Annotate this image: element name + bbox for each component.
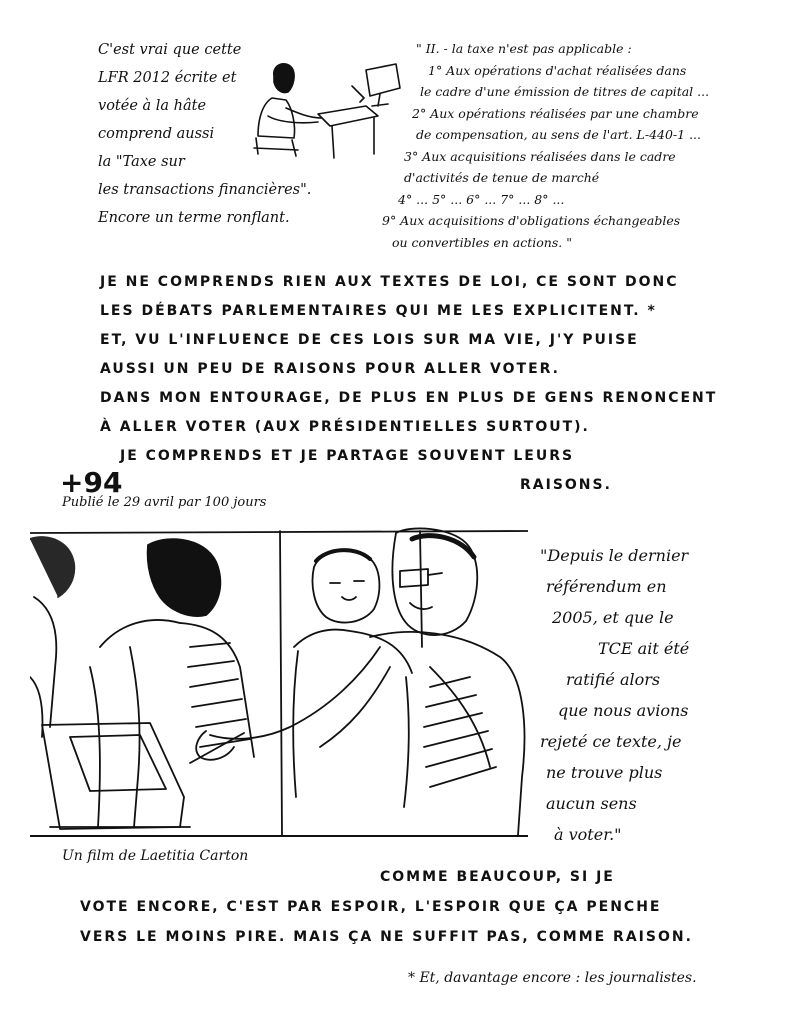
film-quote-line: aucun sens — [546, 794, 637, 813]
published-caption: Publié le 29 avril par 100 jours — [62, 495, 267, 510]
intro-line: votée à la hâte — [98, 98, 207, 114]
main-text-line: DANS MON ENTOURAGE, DE PLUS EN PLUS DE GENS RENONCENT — [100, 390, 718, 406]
main-text-line: ET, VU L'INFLUENCE DE CES LOIS SUR MA VIE, J'Y PUISE — [100, 332, 639, 348]
intro-line: les transactions financières". — [98, 182, 312, 198]
law-quote-line: 3° Aux acquisitions réalisées dans le cadre — [404, 148, 676, 164]
film-quote-line: rejeté ce texte, je — [540, 732, 682, 751]
film-quote-line: que nous avions — [558, 701, 689, 720]
main-text-line: RAISONS. — [520, 477, 612, 493]
law-quote-line: le cadre d'une émission de titres de capital ... — [420, 84, 710, 99]
closing-text-block — [80, 862, 693, 952]
main-text-line: JE COMPRENDS ET JE PARTAGE SOUVENT LEURS — [120, 448, 575, 464]
intro-line: la "Taxe sur — [98, 154, 185, 170]
film-quote-line: TCE ait été — [598, 639, 690, 658]
law-quote-line: d'activités de tenue de marché — [404, 170, 600, 185]
closing-line: VERS LE MOINS PIRE. MAIS ÇA NE SUFFIT PAS, COMME RAISON. — [80, 929, 693, 945]
main-text-block — [100, 268, 717, 500]
crowd-sketch — [30, 527, 528, 835]
law-quote-line: ou convertibles en actions. " — [392, 234, 572, 250]
film-quote-line: "Depuis le dernier — [540, 546, 689, 565]
intro-line: Encore un terme ronflant. — [98, 210, 290, 226]
law-quote-line: de compensation, au sens de l'art. L-440-1 ... — [416, 127, 701, 142]
law-quote-block — [382, 38, 762, 253]
film-still-illustration — [30, 527, 528, 837]
law-quote-line: 1° Aux opérations d'achat réalisées dans — [428, 62, 687, 78]
film-quote-line: 2005, et que le — [552, 608, 674, 627]
law-quote-line: 2° Aux opérations réalisées par une chambre — [412, 105, 699, 121]
film-quote-block — [540, 540, 770, 850]
law-quote-line: 4° ... 5° ... 6° ... 7° ... 8° ... — [398, 191, 565, 207]
film-quote-line: référendum en — [546, 577, 667, 596]
film-quote-line: à voter." — [554, 825, 622, 844]
main-text-line: JE NE COMPRENDS RIEN AUX TEXTES DE LOI, CE SONT DONC — [100, 274, 679, 290]
law-quote-line: " II. - la taxe n'est pas applicable : — [416, 41, 632, 56]
footnote: * Et, davantage encore : les journalistes. — [408, 970, 697, 986]
law-quote-line: 9° Aux acquisitions d'obligations échangeables — [382, 213, 681, 228]
intro-handwritten-note — [98, 36, 348, 232]
main-text-line: À ALLER VOTER (AUX PRÉSIDENTIELLES SURTOUT). — [100, 419, 590, 435]
intro-line: LFR 2012 écrite et — [98, 70, 237, 86]
film-credit: Un film de Laetitia Carton — [62, 848, 249, 864]
main-text-line: AUSSI UN PEU DE RAISONS POUR ALLER VOTER. — [100, 361, 560, 377]
closing-line: COMME BEAUCOUP, SI JE — [380, 869, 615, 885]
intro-line: C'est vrai que cette — [98, 42, 242, 58]
main-text-line: LES DÉBATS PARLEMENTAIRES QUI ME LES EXPLICITENT. * — [100, 303, 657, 319]
film-quote-line: ne trouve plus — [546, 763, 663, 782]
film-quote-line: ratifié alors — [566, 670, 661, 689]
closing-line: VOTE ENCORE, C'EST PAR ESPOIR, L'ESPOIR QUE ÇA PENCHE — [80, 899, 662, 915]
day-counter: +94 — [60, 466, 123, 499]
intro-line: comprend aussi — [98, 126, 215, 142]
